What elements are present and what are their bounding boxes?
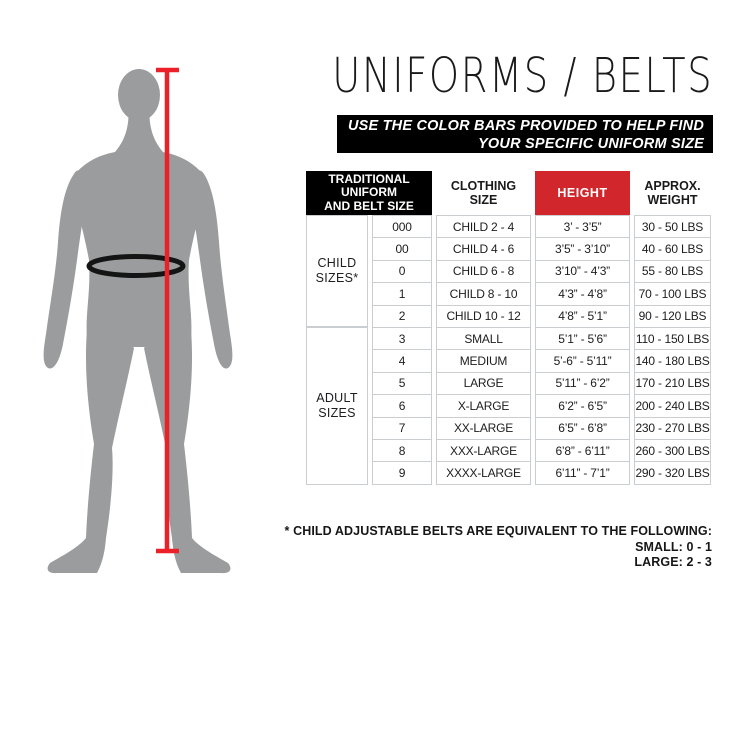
cell-clothing: CHILD 10 - 12 [436,305,531,327]
cell-size: 9 [372,461,432,484]
cell-weight: 290 - 320 LBS [634,461,711,484]
table-row [306,215,711,237]
banner-line-1: USE THE COLOR BARS PROVIDED TO HELP FIND [347,118,704,134]
cell-size: 000 [372,215,432,237]
cell-clothing: CHILD 2 - 4 [436,215,531,237]
cell-weight: 260 - 300 LBS [634,439,711,461]
cell-weight: 200 - 240 LBS [634,394,711,416]
instruction-banner [337,115,713,153]
cell-height: 5’1” - 5’6” [535,327,630,349]
col-header-weight: APPROX. WEIGHT [644,179,701,207]
size-table [302,171,715,485]
cell-clothing: XX-LARGE [436,417,531,439]
cell-clothing: SMALL [436,327,531,349]
cell-clothing: MEDIUM [436,349,531,371]
cell-weight: 40 - 60 LBS [634,237,711,259]
cell-size: 4 [372,349,432,371]
row-group-adult-sizes: ADULT SIZES [306,327,368,485]
col-header-traditional-line1: TRADITIONAL [328,171,410,186]
cell-height: 6’2” - 6’5” [535,394,630,416]
cell-size: 3 [372,327,432,349]
footnote [285,524,712,571]
cell-clothing: CHILD 4 - 6 [436,237,531,259]
cell-height: 4’3” - 4’8” [535,282,630,304]
cell-weight: 230 - 270 LBS [634,417,711,439]
cell-weight: 55 - 80 LBS [634,260,711,282]
cell-size: 2 [372,305,432,327]
cell-weight: 170 - 210 LBS [634,372,711,394]
cell-size: 8 [372,439,432,461]
cell-height: 3’5” - 3’10” [535,237,630,259]
cell-height: 6’5” - 6’8” [535,417,630,439]
col-header-height: HEIGHT [535,171,630,215]
table-row [306,327,711,349]
col-header-clothing: CLOTHING SIZE [450,179,517,207]
cell-height: 3’ - 3’5” [535,215,630,237]
cell-size: 1 [372,282,432,304]
footnote-line-2: SMALL: 0 - 1 [635,539,712,554]
cell-size: 0 [372,260,432,282]
cell-clothing: X-LARGE [436,394,531,416]
header-row [306,171,711,215]
cell-clothing: XXX-LARGE [436,439,531,461]
cell-height: 3’10” - 4’3” [535,260,630,282]
cell-size: 6 [372,394,432,416]
cell-size: 5 [372,372,432,394]
body-silhouette-icon [44,69,233,573]
cell-clothing: XXXX-LARGE [436,461,531,484]
cell-weight: 140 - 180 LBS [634,349,711,371]
cell-height: 6’8” - 6’11” [535,439,630,461]
footnote-line-3: LARGE: 2 - 3 [634,555,712,569]
col-header-traditional [306,171,432,215]
cell-clothing: CHILD 8 - 10 [436,282,531,304]
cell-height: 4’8” - 5’1” [535,305,630,327]
cell-clothing: LARGE [436,372,531,394]
cell-clothing: CHILD 6 - 8 [436,260,531,282]
cell-height: 6’11” - 7’1” [535,461,630,484]
cell-weight: 90 - 120 LBS [634,305,711,327]
cell-weight: 70 - 100 LBS [634,282,711,304]
cell-weight: 30 - 50 LBS [634,215,711,237]
row-group-child-sizes: CHILD SIZES* [306,215,368,327]
cell-height: 5’-6” - 5’11” [535,349,630,371]
col-header-traditional-line3: AND BELT SIZE [324,198,414,213]
cell-weight: 110 - 150 LBS [634,327,711,349]
cell-height: 5’11” - 6’2” [535,372,630,394]
col-header-traditional-line2: UNIFORM [341,185,397,200]
cell-size: 7 [372,417,432,439]
banner-line-2: YOUR SPECIFIC UNIFORM SIZE [478,136,704,152]
footnote-line-1: * CHILD ADJUSTABLE BELTS ARE EQUIVALENT TO THE FOLLOWING: [284,524,712,538]
page-title: UNIFORMS / BELTS [332,48,713,104]
cell-size: 00 [372,237,432,259]
